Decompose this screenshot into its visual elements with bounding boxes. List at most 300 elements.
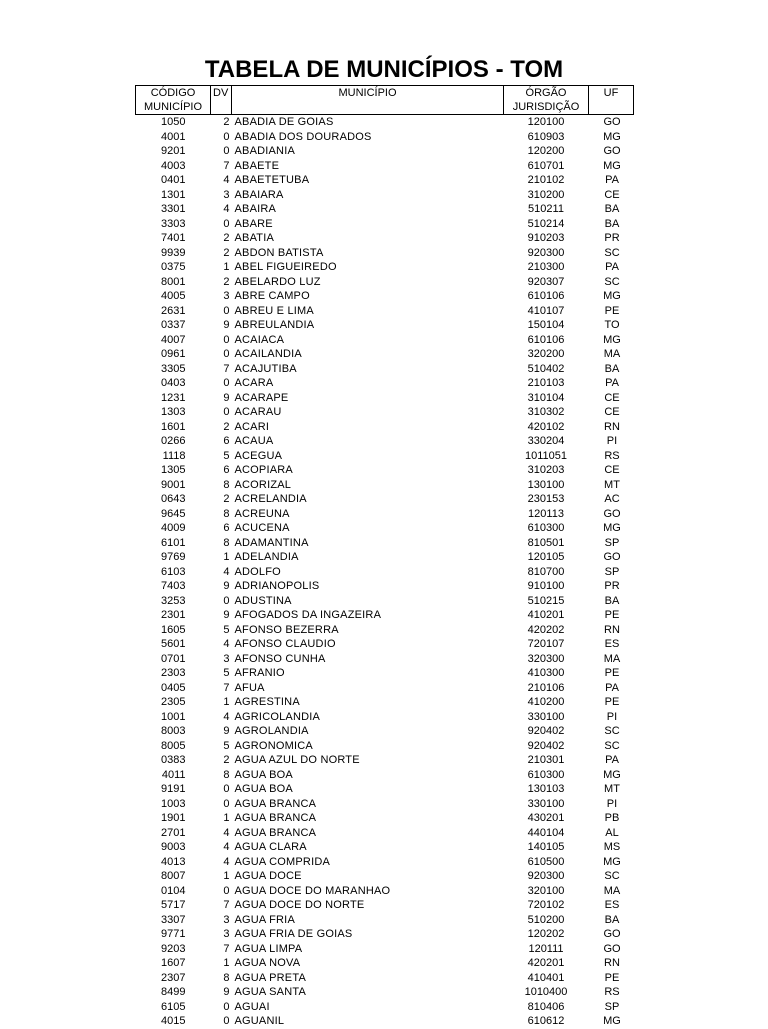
table-row [136, 811, 634, 826]
uf-cell: MA [603, 348, 621, 360]
orgao-cell: 510211 [528, 203, 564, 215]
uf-cell: MG [603, 522, 621, 534]
uf-cell: PE [604, 609, 620, 621]
dv-cell: 6 [223, 464, 230, 476]
municipio-cell: ABAETE [234, 159, 280, 172]
dv-cell: 3 [223, 290, 230, 302]
orgao-cell: 330100 [527, 710, 565, 723]
municipio-cell: AGUA BOA [234, 783, 293, 795]
orgao-cell: 920300 [527, 870, 565, 882]
uf-cell: MG [603, 855, 621, 868]
municipio-cell: ABATIA [234, 232, 275, 244]
orgao-cell: 440104 [527, 826, 565, 839]
codigo-cell: 4015 [161, 1015, 186, 1027]
municipio-cell: AGUA NOVA [234, 957, 301, 969]
uf-cell: AL [605, 826, 619, 839]
dv-cell: 6 [223, 522, 230, 534]
orgao-cell: 510214 [527, 217, 565, 230]
codigo-cell: 3253 [161, 594, 186, 607]
codigo-cell: 1050 [161, 116, 186, 128]
uf-cell: PI [606, 435, 618, 447]
table-row [136, 492, 634, 507]
dv-cell: 0 [223, 377, 230, 389]
dv-cell: 8 [223, 536, 230, 549]
table-row [136, 565, 634, 580]
codigo-cell: 0405 [161, 681, 186, 694]
orgao-cell: 420102 [527, 420, 565, 433]
header-codigo-municipio [136, 86, 211, 115]
municipio-cell: AGUA SANTA [234, 986, 306, 998]
codigo-cell: 0701 [161, 652, 186, 665]
municipio-cell: ABADIANIA [234, 145, 295, 157]
municipalities-table [135, 85, 634, 1029]
dv-cell: 5 [223, 739, 230, 752]
municipio-cell: ADELANDIA [234, 551, 299, 563]
municipio-cell: ABRE CAMPO [234, 290, 310, 302]
uf-cell: RN [604, 420, 620, 433]
codigo-cell: 4003 [161, 159, 186, 172]
uf-cell: PB [604, 812, 620, 824]
table-row [136, 478, 634, 493]
municipio-cell: AFRANIO [234, 667, 285, 679]
table-row [136, 608, 634, 623]
municipio-cell: ACUCENA [234, 522, 290, 534]
municipio-cell: ACARAU [234, 406, 282, 418]
table-row [136, 855, 634, 870]
uf-cell: PA [605, 377, 619, 389]
dv-cell: 9 [223, 986, 230, 998]
codigo-cell: 4007 [161, 333, 186, 346]
table-row [136, 536, 634, 551]
orgao-cell: 310104 [527, 391, 565, 404]
uf-cell: SP [604, 565, 620, 578]
codigo-cell: 7403 [161, 580, 186, 592]
uf-cell: MS [603, 841, 621, 853]
uf-cell: SP [604, 1000, 620, 1013]
codigo-cell: 0643 [161, 493, 186, 505]
municipio-cell: AGUA FRIA [234, 913, 295, 926]
table-row [136, 840, 634, 855]
uf-cell: AC [604, 493, 620, 505]
municipio-cell: AFOGADOS DA INGAZEIRA [234, 609, 382, 621]
orgao-cell: 330100 [527, 797, 565, 810]
orgao-cell: 410300 [527, 667, 565, 679]
uf-cell: MT [604, 783, 620, 795]
table-row [136, 637, 634, 652]
table-row [136, 246, 634, 261]
table-header-row [136, 86, 634, 115]
uf-cell: PA [605, 261, 619, 273]
codigo-cell: 1303 [161, 406, 186, 418]
orgao-cell: 610300 [527, 522, 565, 534]
municipio-cell: AGUA CLARA [234, 841, 307, 853]
uf-cell: CE [604, 188, 620, 201]
uf-cell: SP [604, 536, 620, 549]
table-row [136, 260, 634, 275]
codigo-cell: 2301 [161, 609, 186, 621]
orgao-cell: 410401 [527, 971, 565, 984]
dv-cell: 4 [223, 638, 230, 650]
dv-cell: 4 [223, 855, 230, 868]
table-row [136, 434, 634, 449]
municipio-cell: ABDON BATISTA [234, 246, 324, 259]
orgao-cell: 610612 [527, 1015, 565, 1027]
table-row [136, 376, 634, 391]
municipio-cell: AGUA LIMPA [234, 942, 303, 955]
codigo-cell: 5601 [161, 638, 186, 650]
uf-cell: BA [604, 203, 620, 215]
orgao-cell: 910203 [527, 232, 565, 244]
dv-cell: 3 [223, 188, 230, 201]
uf-cell: BA [604, 594, 620, 607]
codigo-cell: 9003 [161, 841, 186, 853]
municipio-cell: ACREUNA [234, 507, 290, 520]
codigo-cell: 2307 [161, 971, 186, 984]
uf-cell: MG [603, 159, 621, 172]
orgao-cell: 210106 [527, 681, 565, 694]
orgao-cell: 920402 [527, 725, 565, 737]
dv-cell: 0 [223, 304, 230, 317]
codigo-cell: 3301 [161, 203, 186, 215]
table-row [136, 202, 634, 217]
uf-cell: SC [604, 275, 620, 288]
codigo-cell: 9645 [161, 507, 186, 520]
table-row [136, 130, 634, 145]
municipio-cell: AGUA BRANCA [234, 812, 317, 824]
table-row [136, 289, 634, 304]
dv-cell: 8 [223, 768, 230, 781]
codigo-cell: 9191 [161, 783, 186, 795]
dv-cell: 8 [223, 478, 230, 491]
dv-cell: 4 [223, 174, 230, 186]
municipio-cell: AFUA [234, 681, 265, 694]
codigo-cell: 6101 [161, 536, 186, 549]
table-row [136, 449, 634, 464]
orgao-cell: 410201 [527, 609, 565, 621]
dv-cell: 7 [223, 159, 230, 172]
municipio-cell: ACEGUA [234, 449, 283, 462]
municipio-cell: ABREULANDIA [234, 319, 315, 331]
municipio-cell: AGUA AZUL DO NORTE [234, 754, 360, 766]
municipio-cell: AGUA DOCE [234, 870, 302, 882]
municipio-cell: AGRICOLANDIA [234, 710, 321, 723]
codigo-cell: 4005 [161, 290, 186, 302]
codigo-cell: 1601 [161, 420, 186, 433]
municipio-cell: ACARA [234, 377, 274, 389]
dv-cell: 3 [223, 652, 230, 665]
uf-cell: CE [604, 406, 620, 418]
orgao-cell: 610701 [527, 159, 565, 172]
uf-cell: PA [605, 681, 619, 694]
codigo-cell: 6105 [161, 1000, 186, 1013]
municipio-cell: ABREU E LIMA [234, 304, 314, 317]
municipio-cell: ACORIZAL [234, 478, 292, 491]
dv-cell: 2 [223, 246, 230, 259]
dv-cell: 4 [223, 710, 230, 723]
uf-cell: GO [603, 928, 621, 940]
uf-cell: CE [604, 391, 620, 404]
codigo-cell: 6103 [161, 565, 186, 578]
dv-cell: 2 [223, 232, 230, 244]
dv-cell: 0 [223, 217, 230, 230]
codigo-cell: 1305 [161, 464, 186, 476]
codigo-cell: 0401 [161, 174, 186, 186]
municipio-cell: ABARE [234, 217, 273, 230]
municipio-cell: AGUA DOCE DO NORTE [234, 899, 365, 911]
municipio-cell: AGUA DOCE DO MARANHAO [234, 884, 391, 897]
uf-cell: GO [603, 942, 621, 955]
table-row [136, 420, 634, 435]
dv-cell: 2 [223, 275, 230, 288]
orgao-cell: 120100 [527, 116, 565, 128]
municipio-cell: AGUA FRIA DE GOIAS [234, 928, 353, 940]
dv-cell: 0 [223, 1000, 230, 1013]
table-row [136, 826, 634, 841]
orgao-cell: 920307 [527, 275, 565, 288]
orgao-cell: 130103 [527, 783, 565, 795]
codigo-cell: 4009 [161, 522, 186, 534]
dv-cell: 7 [223, 899, 230, 911]
table-row [136, 753, 634, 768]
orgao-cell: 210103 [527, 377, 565, 389]
codigo-cell: 2305 [161, 696, 186, 708]
dv-cell: 9 [223, 725, 230, 737]
table-row [136, 188, 634, 203]
codigo-cell: 1003 [161, 797, 186, 810]
uf-cell: ES [604, 638, 620, 650]
codigo-cell: 2631 [161, 304, 186, 317]
municipio-cell: ADUSTINA [234, 594, 292, 607]
codigo-cell: 8001 [161, 275, 186, 288]
header-uf: UF [589, 86, 634, 115]
orgao-cell: 610300 [527, 768, 565, 781]
uf-cell: SC [604, 739, 620, 752]
orgao-cell: 510215 [527, 594, 565, 607]
header-codigo-line2: MUNICÍPIO [143, 101, 203, 113]
orgao-cell: 1011051 [524, 449, 567, 462]
table-row [136, 956, 634, 971]
municipio-cell: ACRELANDIA [234, 493, 307, 505]
header-dv: DV [211, 86, 232, 115]
orgao-cell: 410200 [527, 696, 565, 708]
codigo-cell: 5717 [161, 899, 186, 911]
orgao-cell: 120113 [528, 507, 564, 520]
orgao-cell: 230153 [527, 493, 565, 505]
uf-cell: MG [603, 1015, 621, 1027]
table-row [136, 304, 634, 319]
orgao-cell: 910100 [527, 580, 565, 592]
dv-cell: 0 [223, 333, 230, 346]
municipio-cell: ACAUA [234, 435, 274, 447]
dv-cell: 1 [223, 957, 230, 969]
codigo-cell: 8499 [161, 986, 186, 998]
municipio-cell: ADAMANTINA [234, 536, 309, 549]
codigo-cell: 0266 [161, 435, 186, 447]
uf-cell: PE [604, 696, 620, 708]
table-row [136, 739, 634, 754]
codigo-cell: 0337 [161, 319, 186, 331]
table-row [136, 217, 634, 232]
table-row [136, 971, 634, 986]
dv-cell: 2 [223, 754, 230, 766]
codigo-cell: 4013 [161, 855, 186, 868]
codigo-cell: 8007 [161, 870, 186, 882]
dv-cell: 1 [223, 696, 230, 708]
municipio-cell: AFONSO CLAUDIO [234, 638, 336, 650]
uf-cell: RN [604, 623, 620, 636]
municipio-cell: AGUA BRANCA [234, 826, 317, 839]
orgao-cell: 320300 [527, 652, 565, 665]
uf-cell: PE [604, 971, 620, 984]
dv-cell: 2 [223, 116, 230, 128]
orgao-cell: 320100 [527, 884, 565, 897]
table-row [136, 115, 634, 130]
municipio-cell: AGROLANDIA [234, 725, 309, 737]
header-orgao-line1: ÓRGÃO [525, 87, 567, 99]
municipio-cell: ADOLFO [234, 565, 281, 578]
codigo-cell: 1605 [161, 623, 186, 636]
orgao-cell: 210300 [527, 261, 565, 273]
orgao-cell: 610500 [527, 855, 565, 868]
uf-cell: BA [604, 217, 620, 230]
dv-cell: 1 [223, 261, 230, 273]
municipio-cell: AGUA BRANCA [234, 797, 317, 810]
dv-cell: 3 [223, 928, 230, 940]
dv-cell: 0 [223, 1015, 230, 1027]
dv-cell: 0 [223, 406, 230, 418]
dv-cell: 9 [223, 319, 230, 331]
table-row [136, 1000, 634, 1015]
codigo-cell: 3307 [161, 913, 186, 926]
table-row [136, 521, 634, 536]
dv-cell: 7 [223, 942, 230, 955]
orgao-cell: 310203 [527, 464, 565, 476]
municipio-cell: ACAJUTIBA [234, 362, 297, 375]
municipio-cell: ACARI [234, 420, 270, 433]
orgao-cell: 120200 [527, 145, 565, 157]
codigo-cell: 1001 [161, 710, 186, 723]
uf-cell: MA [603, 884, 621, 897]
codigo-cell: 1118 [162, 449, 186, 462]
orgao-cell: 610106 [527, 333, 565, 346]
uf-cell: GO [603, 507, 621, 520]
orgao-cell: 810700 [527, 565, 565, 578]
orgao-cell: 610903 [527, 130, 565, 143]
municipio-cell: ABADIA DE GOIAS [234, 116, 334, 128]
municipio-cell: ABELARDO LUZ [234, 275, 321, 288]
orgao-cell: 120202 [527, 928, 565, 940]
uf-cell: BA [604, 362, 620, 375]
codigo-cell: 8005 [161, 739, 186, 752]
municipio-cell: ADRIANOPOLIS [234, 580, 320, 592]
orgao-cell: 510402 [527, 362, 565, 375]
municipio-cell: AFONSO CUNHA [234, 652, 326, 665]
codigo-cell: 7401 [161, 232, 186, 244]
table-row [136, 159, 634, 174]
orgao-cell: 1010400 [524, 986, 568, 998]
dv-cell: 2 [223, 493, 230, 505]
municipio-cell: AGRESTINA [234, 696, 300, 708]
uf-cell: GO [603, 145, 621, 157]
orgao-cell: 330204 [527, 435, 565, 447]
municipio-cell: ABAIARA [234, 188, 284, 201]
table-row [136, 913, 634, 928]
municipio-cell: ABEL FIGUEIREDO [234, 261, 337, 273]
uf-cell: SC [604, 725, 620, 737]
uf-cell: MG [603, 768, 621, 781]
uf-cell: RS [604, 986, 620, 998]
dv-cell: 0 [223, 145, 230, 157]
codigo-cell: 8003 [161, 725, 186, 737]
codigo-cell: 9203 [161, 942, 186, 955]
uf-cell: PE [604, 304, 620, 317]
uf-cell: BA [604, 913, 620, 926]
municipio-cell: AGUA BOA [234, 768, 293, 781]
municipio-cell: AGUA PRETA [234, 971, 306, 984]
orgao-cell: 610106 [527, 290, 565, 302]
uf-cell: MG [603, 290, 621, 302]
table-row [136, 666, 634, 681]
dv-cell: 9 [223, 609, 230, 621]
table-row [136, 985, 634, 1000]
page-title: TABELA DE MUNICÍPIOS - TOM [204, 56, 564, 83]
orgao-cell: 310200 [527, 188, 565, 201]
orgao-cell: 810501 [527, 536, 565, 549]
codigo-cell: 9771 [161, 928, 186, 940]
uf-cell: TO [604, 319, 620, 331]
orgao-cell: 430201 [527, 812, 565, 824]
table-row [136, 652, 634, 667]
dv-cell: 4 [223, 203, 230, 215]
municipio-cell: AGUA COMPRIDA [234, 855, 331, 868]
codigo-cell: 1901 [161, 812, 186, 824]
table-row [136, 463, 634, 478]
uf-cell: MG [603, 333, 621, 346]
codigo-cell: 9001 [161, 478, 186, 491]
table-row [136, 173, 634, 188]
header-orgao-jurisdicao [504, 86, 589, 115]
table-row [136, 391, 634, 406]
orgao-cell: 210301 [527, 754, 565, 766]
table-row [136, 362, 634, 377]
codigo-cell: 0383 [161, 754, 186, 766]
header-municipio: MUNICÍPIO [232, 86, 504, 115]
table-row [136, 550, 634, 565]
dv-cell: 1 [223, 812, 230, 824]
orgao-cell: 920300 [527, 246, 565, 259]
dv-cell: 9 [223, 391, 230, 404]
municipio-cell: ABADIA DOS DOURADOS [234, 130, 372, 143]
table-row [136, 594, 634, 609]
dv-cell: 5 [223, 667, 230, 679]
uf-cell: MG [603, 130, 621, 143]
table-row [136, 782, 634, 797]
table-row [136, 144, 634, 159]
table-row [136, 768, 634, 783]
header-codigo-line1: CÓDIGO [150, 87, 196, 99]
uf-cell: CE [604, 464, 620, 476]
table-row [136, 1014, 634, 1029]
municipio-cell: ABAETETUBA [234, 174, 310, 186]
table-row [136, 579, 634, 594]
uf-cell: GO [603, 551, 621, 563]
orgao-cell: 310302 [527, 406, 565, 418]
codigo-cell: 9769 [161, 551, 186, 563]
table-row [136, 405, 634, 420]
codigo-cell: 2701 [161, 826, 186, 839]
table-row [136, 797, 634, 812]
uf-cell: RS [604, 449, 620, 462]
